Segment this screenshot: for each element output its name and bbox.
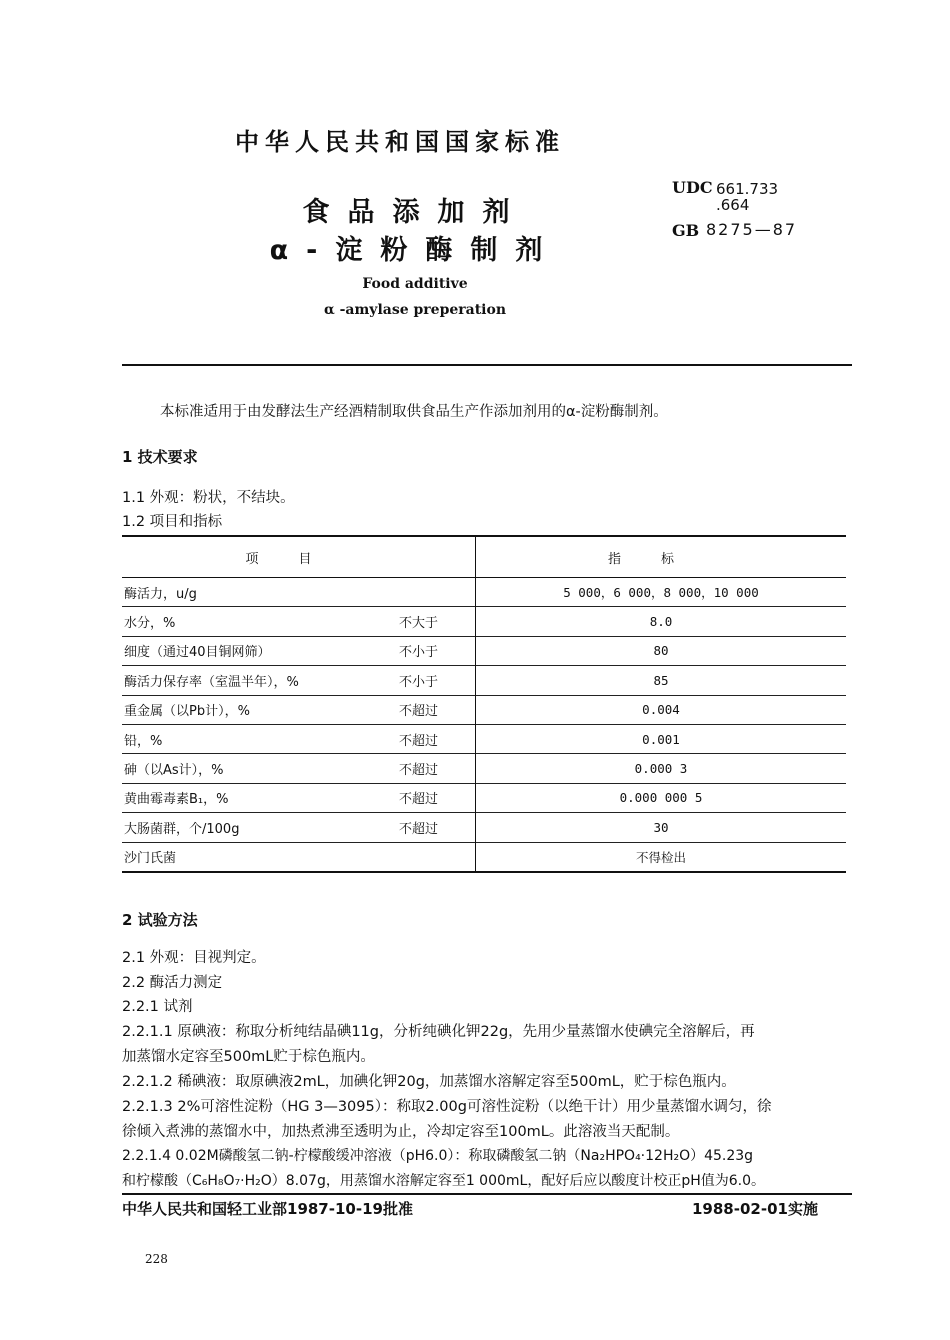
row-cond: 不超过 bbox=[399, 813, 476, 842]
row-item: 砷（以As计），% bbox=[122, 754, 399, 783]
header-divider bbox=[122, 364, 852, 366]
standard-name: 中华人民共和国国家标准 bbox=[235, 128, 565, 156]
row-value: 不得检出 bbox=[476, 842, 847, 872]
section-2-line: 2.2 酶活力测定 bbox=[122, 975, 223, 991]
row-item: 酶活力，u/g bbox=[124, 586, 197, 602]
row-cond: 不大于 bbox=[399, 607, 476, 636]
table-row bbox=[122, 578, 846, 607]
row-cond bbox=[399, 578, 476, 607]
section-2-line: 2.2.1.4 0.02M磷酸氢二钠-柠檬酸缓冲溶液（pH6.0）：称取磷酸氢二钠（Na₂HPO₄·12H₂O）45.23g bbox=[122, 1148, 754, 1164]
row-value: 5 000，6 000，8 000，10 000 bbox=[476, 578, 847, 607]
row-value: 0.004 bbox=[476, 695, 847, 724]
header-value: 指标 bbox=[476, 536, 847, 578]
effective-date: 1988-02-01实施 bbox=[692, 1200, 818, 1218]
row-item: 黄曲霉毒素B₁，% bbox=[122, 783, 399, 812]
row-item: 酶活力保存率（室温半年），% bbox=[122, 666, 399, 695]
section-1-title: 1 技术要求 bbox=[122, 448, 198, 466]
title-english-line2: α -amylase preperation bbox=[323, 302, 507, 318]
table-row bbox=[122, 724, 846, 753]
row-cond: 不小于 bbox=[399, 636, 476, 665]
section-2-line: 2.2.1 试剂 bbox=[122, 999, 193, 1015]
table-row bbox=[122, 636, 846, 665]
row-item: 重金属（以Pb计），% bbox=[122, 695, 399, 724]
section-2-line: 2.2.1.1 原碘液：称取分析纯结晶碘11g，分析纯碘化钾22g，先用少量蒸馏水使碘完全溶解后，再 bbox=[122, 1024, 755, 1040]
row-item: 铅，% bbox=[122, 724, 399, 753]
page-number: 228 bbox=[145, 1252, 168, 1266]
approval-info: 中华人民共和国轻工业部1987-10-19批准 bbox=[122, 1200, 413, 1218]
row-item: 水分，% bbox=[122, 607, 399, 636]
section-2-line: 加蒸馏水定容至500mL贮于棕色瓶内。 bbox=[122, 1049, 375, 1065]
row-cond: 不超过 bbox=[399, 724, 476, 753]
row-value: 85 bbox=[476, 666, 847, 695]
gb-number: 8275—87 bbox=[706, 220, 798, 239]
row-value: 8.0 bbox=[476, 607, 847, 636]
row-cond: 不超过 bbox=[399, 783, 476, 812]
udc-value1: 661.733 bbox=[716, 180, 779, 198]
row-item: 大肠菌群，个/100g bbox=[122, 813, 399, 842]
section-2-line: 和柠檬酸（C₆H₈O₇·H₂O）8.07g，用蒸馏水溶解定容至1 000mL，配好后应以酸度计校正pH值为6.0。 bbox=[122, 1173, 766, 1189]
spec-table bbox=[122, 535, 846, 873]
row-value: 80 bbox=[476, 636, 847, 665]
udc-value2: .664 bbox=[716, 196, 750, 214]
udc-label: UDC bbox=[672, 178, 713, 197]
item-1-2: 1.2 项目和指标 bbox=[122, 514, 223, 530]
gb-label: GB bbox=[672, 221, 700, 240]
title-english-line1: Food additive bbox=[362, 276, 468, 292]
row-cond: 不小于 bbox=[399, 666, 476, 695]
table-header-row bbox=[122, 536, 846, 578]
section-2-line: 2.2.1.3 2%可溶性淀粉（HG 3—3095）：称取2.00g可溶性淀粉（以绝干计）用少量蒸馏水调匀，徐 bbox=[122, 1099, 772, 1115]
row-value: 30 bbox=[476, 813, 847, 842]
table-row bbox=[122, 666, 846, 695]
intro-paragraph: 本标准适用于由发酵法生产经酒精制取供食品生产作添加剂用的α-淀粉酶制剂。 bbox=[160, 404, 668, 420]
section-2-line: 2.2.1.2 稀碘液：取原碘液2mL，加碘化钾20g，加蒸馏水溶解定容至500mL，贮于棕色瓶内。 bbox=[122, 1074, 736, 1090]
table-row bbox=[122, 783, 846, 812]
table-row bbox=[122, 607, 846, 636]
footer-divider bbox=[122, 1193, 852, 1195]
section-2-line: 2.1 外观：目视判定。 bbox=[122, 950, 266, 966]
row-cond: 不超过 bbox=[399, 754, 476, 783]
row-cond: 不超过 bbox=[399, 695, 476, 724]
row-item: 细度（通过40目铜网筛） bbox=[122, 636, 399, 665]
item-1-1: 1.1 外观：粉状，不结块。 bbox=[122, 490, 295, 506]
row-item: 沙门氏菌 bbox=[122, 842, 399, 872]
table-row bbox=[122, 695, 846, 724]
row-cond bbox=[399, 842, 476, 872]
row-value: 0.000 3 bbox=[476, 754, 847, 783]
table-row bbox=[122, 813, 846, 842]
section-2-title: 2 试验方法 bbox=[122, 911, 198, 929]
header-item: 项目 bbox=[122, 536, 476, 578]
table-row bbox=[122, 842, 846, 872]
table-row bbox=[122, 754, 846, 783]
title-chinese-line2: α-淀粉酶制剂 bbox=[269, 235, 561, 266]
row-value: 0.001 bbox=[476, 724, 847, 753]
row-value: 0.000 000 5 bbox=[476, 783, 847, 812]
section-2-line: 徐倾入煮沸的蒸馏水中，加热煮沸至透明为止，冷却定容至100mL。此溶液当天配制。 bbox=[122, 1124, 680, 1140]
title-chinese-line1: 食品添加剂 bbox=[302, 197, 528, 228]
